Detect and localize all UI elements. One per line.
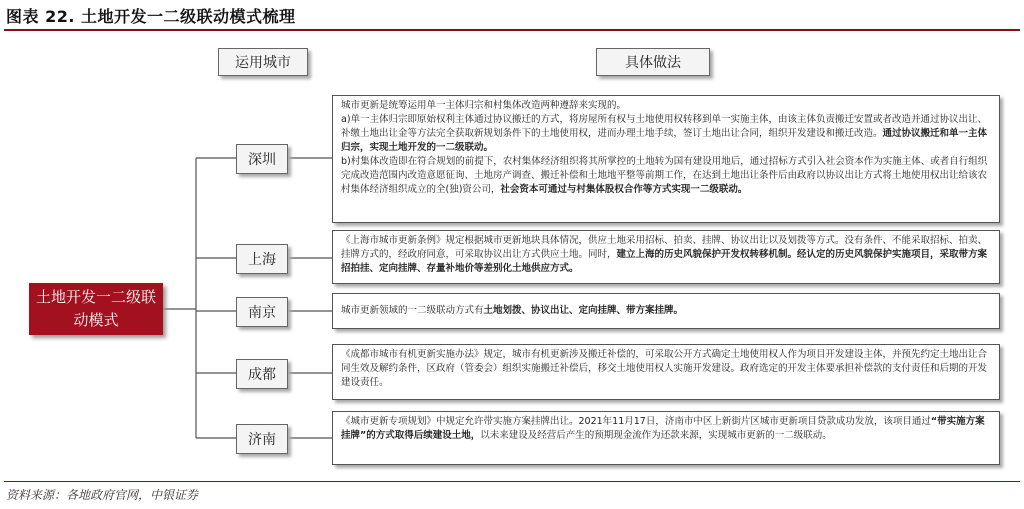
source-note: 资料来源：各地政府官网，中银证券	[6, 488, 199, 502]
desc-shenzhen-intro: 城市更新是统筹运用单一主体归宗和村集体改造两种遵辞来实现的。	[341, 100, 627, 111]
header-method: 具体做法	[596, 48, 710, 76]
desc-chengdu	[332, 344, 1000, 400]
city-shenzhen: 深圳	[236, 144, 288, 174]
desc-jinan-text2: 以未来建设及经营后产生的预期现金流作为还款来源，实现城市更新的一二级联动。	[480, 430, 832, 441]
desc-shenzhen-b	[341, 155, 991, 197]
desc-shenzhen-b-text: b)村集体改造即在符合规划的前提下，农村集体经济组织将其所掌控的土地转为国有建设用地后，通过招标方式引入社会资本作为实施主体、或者自行组织完成改造范围内改造意愿征询、土地房产调查、搬迁补偿和土地地平整等前期工作，在达到土地出让条件后由政府以协议出让方式将土地使用权出让给该农村集体经济组织成立的全(独)资公司，	[341, 156, 988, 195]
desc-nanjing	[332, 293, 1000, 329]
footer-divider	[4, 481, 1020, 482]
city-nanjing: 南京	[236, 297, 288, 327]
desc-shenzhen-a-text: a)单一主体归宗即原始权利主体通过协议搬迁的方式，将房屋所有权与土地使用权转移到单一实施主体，由该主体负责搬迁安置或者改造并通过协议出让、补缴土地出让金等方法完全获取新规划条件下的土地使用权，进而办理土地手续，签订土地出让合同，组织开发建设和搬迁改造。	[341, 114, 988, 139]
desc-nanjing-text: 城市更新领域的一二级联动方式有	[341, 305, 484, 316]
mode-box: 土地开发一二级联动模式	[29, 283, 163, 335]
desc-shenzhen-a	[341, 113, 991, 155]
desc-jinan-text1: 《城市更新专项规划》中规定允许带实施方案挂牌出让。2021年11月17日，济南市中区上新街片区城市更新项目贷款成功发放，该项目通过	[341, 416, 931, 427]
header-city: 运用城市	[218, 48, 308, 76]
desc-shenzhen-b-bold: 社会资本可通过与村集体股权合作等方式实现一二级联动。	[500, 184, 748, 195]
desc-shenzhen	[332, 95, 1000, 223]
desc-shenzhen-a-bold: 通过协议搬迁和单一主体归宗，实现土地开发的一二级联动。	[341, 128, 988, 153]
desc-jinan	[332, 411, 1000, 465]
desc-shanghai-text: 《上海市城市更新条例》规定根据城市更新地块具体情况，供应土地采用招标、拍卖、挂牌、协议出让以及划拨等方式。没有条件、不能采取招标、拍卖、挂牌方式的，经政府同意，可采取协议出让方式供应土地。同时，	[341, 235, 988, 260]
city-jinan: 济南	[236, 424, 288, 454]
desc-shanghai	[332, 230, 1000, 284]
desc-shanghai-bold: 建立上海的历史风貌保护开发权转移机制。经认定的历史风貌保护实施项目，采取带方案招拍挂、定向挂牌、存量补地价等差别化土地供应方式。	[341, 249, 988, 274]
desc-chengdu-text: 《成都市城市有机更新实施办法》规定，城市有机更新涉及搬迁补偿的，可采取公开方式确定土地使用权人作为项目开发建设主体，并预先约定土地出让合同生效及解约条件，区政府（管委会）组织实施搬迁补偿后，移交土地使用权人实施开发建设。政府选定的开发主体要承担补偿款的支付责任和后期的开发建设责任。	[341, 349, 988, 388]
city-shanghai: 上海	[236, 244, 288, 274]
city-chengdu: 成都	[236, 359, 288, 389]
figure-title: 图表 22. 土地开发一二级联动模式梳理	[6, 7, 296, 26]
desc-nanjing-bold: 土地划拨、协议出让、定向挂牌、带方案挂牌。	[483, 305, 684, 316]
desc-jinan-bold: “带实施方案挂牌”的方式取得后续建设土地，	[341, 416, 985, 441]
